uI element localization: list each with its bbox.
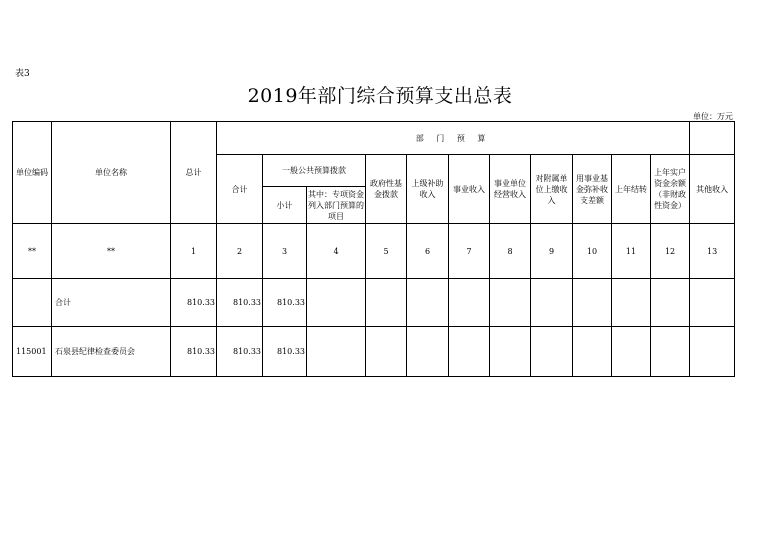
empty-cell bbox=[449, 327, 490, 377]
index-cell: 5 bbox=[366, 224, 407, 279]
empty-cell bbox=[612, 279, 651, 327]
index-cell: 10 bbox=[573, 224, 612, 279]
header-blank bbox=[690, 122, 735, 155]
empty-cell bbox=[531, 279, 573, 327]
header-business-income: 事业收入 bbox=[449, 155, 490, 224]
index-cell: 8 bbox=[490, 224, 531, 279]
header-unit-code: 单位编码 bbox=[13, 122, 52, 224]
header-general-budget: 一般公共预算拨款 bbox=[263, 155, 366, 187]
empty-cell bbox=[651, 327, 690, 377]
header-superior-subsidy: 上级补助收入 bbox=[407, 155, 449, 224]
empty-cell bbox=[407, 327, 449, 377]
header-business-unit-income: 事业单位经营收入 bbox=[490, 155, 531, 224]
header-affiliated-income: 对附属单位上缴收入 bbox=[531, 155, 573, 224]
empty-cell bbox=[612, 327, 651, 377]
index-cell: 7 bbox=[449, 224, 490, 279]
empty-cell bbox=[366, 279, 407, 327]
empty-cell bbox=[307, 279, 366, 327]
empty-cell bbox=[690, 327, 735, 377]
table-row bbox=[13, 279, 735, 327]
budget-table bbox=[12, 121, 735, 377]
index-row bbox=[13, 224, 735, 279]
empty-cell bbox=[407, 279, 449, 327]
empty-cell bbox=[651, 279, 690, 327]
general-subtotal-cell: 810.33 bbox=[263, 327, 307, 377]
header-fund-compensation: 用事业基金弥补收支差额 bbox=[573, 155, 612, 224]
page-title: 2019年部门综合预算支出总表 bbox=[247, 85, 513, 107]
empty-cell bbox=[490, 279, 531, 327]
header-prev-balance: 上年实户资金余额（非财政性资金） bbox=[651, 155, 690, 224]
index-cell: 4 bbox=[307, 224, 366, 279]
total-cell: 810.33 bbox=[171, 327, 217, 377]
empty-cell bbox=[573, 279, 612, 327]
header-gov-fund: 政府性基金拨款 bbox=[366, 155, 407, 224]
empty-cell bbox=[449, 279, 490, 327]
header-dept-budget: 部 门 预 算 bbox=[217, 122, 690, 155]
table-row bbox=[13, 327, 735, 377]
header-sum: 合计 bbox=[217, 155, 263, 224]
index-cell: 13 bbox=[690, 224, 735, 279]
empty-cell bbox=[531, 327, 573, 377]
table-number: 表3 bbox=[15, 69, 30, 79]
header-total: 总计 bbox=[171, 122, 217, 224]
empty-cell bbox=[490, 327, 531, 377]
index-cell: 6 bbox=[407, 224, 449, 279]
header-unit-name: 单位名称 bbox=[52, 122, 171, 224]
index-cell: 1 bbox=[171, 224, 217, 279]
index-cell: 9 bbox=[531, 224, 573, 279]
index-cell: 2 bbox=[217, 224, 263, 279]
header-carryover: 上年结转 bbox=[612, 155, 651, 224]
index-cell: ** bbox=[13, 224, 52, 279]
unit-name-cell: 石泉县纪律检查委员会 bbox=[52, 327, 171, 377]
empty-cell bbox=[307, 327, 366, 377]
index-cell: ** bbox=[52, 224, 171, 279]
header-general-subtotal: 小计 bbox=[263, 187, 307, 224]
empty-cell bbox=[690, 279, 735, 327]
unit-label: 单位：万元 bbox=[693, 112, 733, 121]
unit-name-cell: 合计 bbox=[52, 279, 171, 327]
sum-cell: 810.33 bbox=[217, 327, 263, 377]
index-cell: 11 bbox=[612, 224, 651, 279]
header-special-item: 其中：专项资金列入部门预算的项目 bbox=[307, 187, 366, 224]
unit-code-cell bbox=[13, 279, 52, 327]
unit-code-cell: 115001 bbox=[13, 327, 52, 377]
sum-cell: 810.33 bbox=[217, 279, 263, 327]
index-cell: 12 bbox=[651, 224, 690, 279]
header-other-income: 其他收入 bbox=[690, 155, 735, 224]
general-subtotal-cell: 810.33 bbox=[263, 279, 307, 327]
empty-cell bbox=[573, 327, 612, 377]
total-cell: 810.33 bbox=[171, 279, 217, 327]
index-cell: 3 bbox=[263, 224, 307, 279]
empty-cell bbox=[366, 327, 407, 377]
